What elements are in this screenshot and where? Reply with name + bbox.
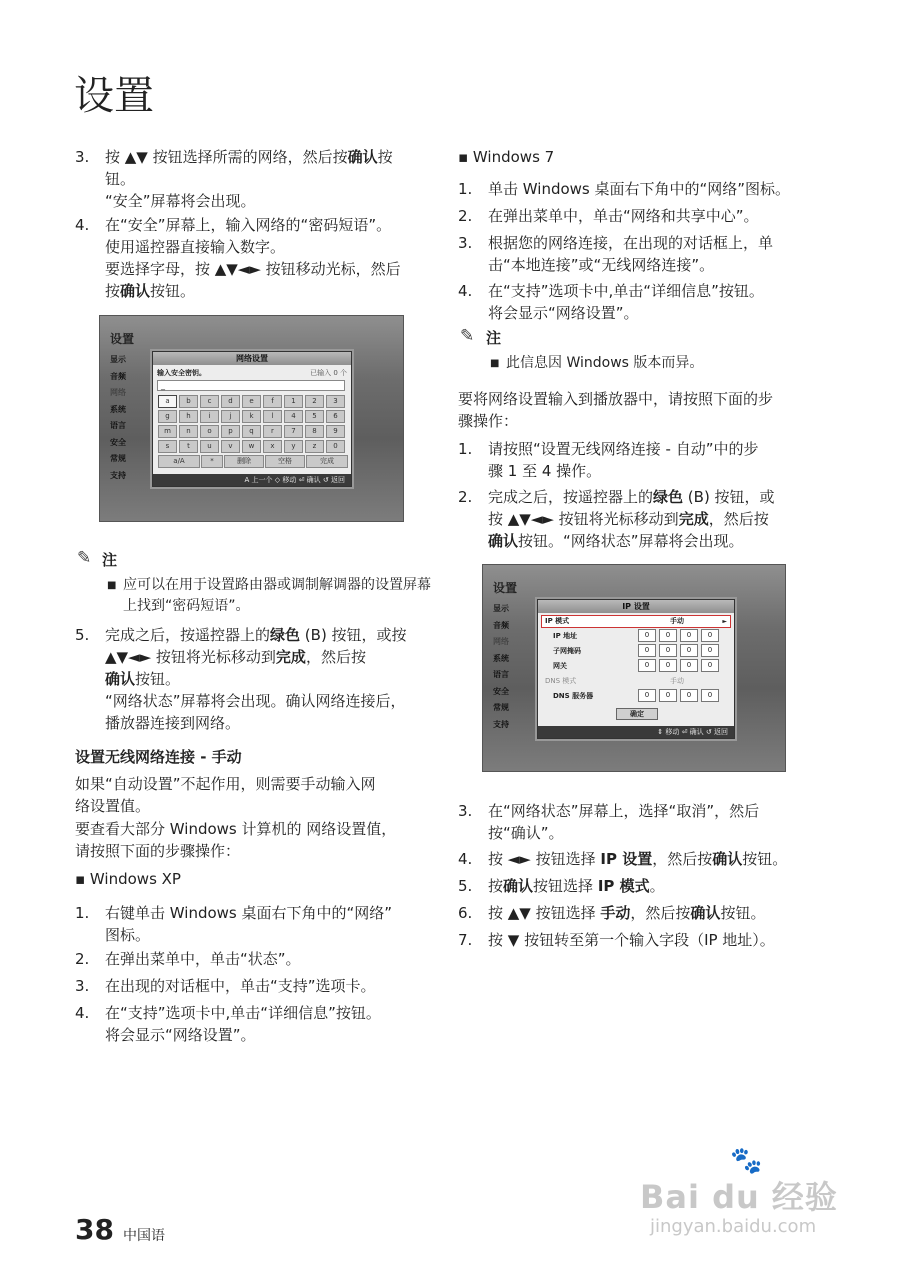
keyboard-key[interactable]: y bbox=[284, 440, 303, 453]
keyboard-key[interactable]: p bbox=[221, 425, 240, 438]
keyboard-key[interactable]: l bbox=[263, 410, 282, 423]
keyboard-key[interactable]: j bbox=[221, 410, 240, 423]
note1-text: 应可以在用于设置路由器或调制解调器的设置屏幕 上找到“密码短语”。 bbox=[123, 577, 431, 614]
keyboard-function-key[interactable]: * bbox=[201, 455, 223, 468]
keyboard-key[interactable]: k bbox=[242, 410, 261, 423]
dialog-title: IP 设置 bbox=[538, 600, 734, 613]
keyboard-key[interactable]: c bbox=[200, 395, 219, 408]
intro-paragraph: 要将网络设置输入到播放器中，请按照下面的步 骤操作： bbox=[458, 390, 774, 430]
keyboard-key[interactable]: 2 bbox=[305, 395, 324, 408]
step-number: 2. bbox=[458, 207, 473, 225]
win7-step: 在“支持”选项卡中,单击“详细信息”按钮。 将会显示“网络设置”。 bbox=[488, 282, 764, 322]
keyboard-key[interactable]: u bbox=[200, 440, 219, 453]
keyboard-key[interactable]: m bbox=[158, 425, 177, 438]
win7-step: 单击 Windows 桌面右下角中的“网络”图标。 bbox=[488, 180, 791, 198]
section-heading: 设置无线网络连接 - 手动 bbox=[75, 748, 242, 766]
step-number: 1. bbox=[458, 440, 473, 458]
windows-7-heading: ▪ Windows 7 bbox=[458, 148, 555, 166]
pencil-icon: ✎ bbox=[460, 326, 475, 346]
step-number: 3. bbox=[458, 802, 473, 820]
step-number: 4. bbox=[458, 850, 473, 868]
keyboard-key[interactable]: v bbox=[221, 440, 240, 453]
keyboard-key[interactable]: i bbox=[200, 410, 219, 423]
keyboard-function-key[interactable]: 完成 bbox=[306, 455, 348, 468]
step-number: 2. bbox=[458, 488, 473, 506]
manual-step: 在“网络状态”屏幕上，选择“取消”，然后 按“确认”。 bbox=[488, 802, 760, 842]
dns-mode-label: DNS 模式 bbox=[545, 677, 577, 685]
dialog-footer: ⇕ 移动 ⏎ 确认 ↺ 返回 bbox=[538, 726, 734, 738]
ip-octet-field[interactable]: 0 bbox=[680, 629, 698, 642]
key-input[interactable]: _ bbox=[157, 380, 345, 391]
step-number: 3. bbox=[75, 977, 90, 995]
subnet-mask-label: 子网掩码 bbox=[553, 647, 581, 655]
step-number: 3. bbox=[75, 148, 90, 166]
keyboard-key[interactable]: t bbox=[179, 440, 198, 453]
xp-step: 在“支持”选项卡中,单击“详细信息”按钮。 将会显示“网络设置”。 bbox=[105, 1004, 381, 1044]
ip-octet-field[interactable]: 0 bbox=[659, 689, 677, 702]
keyboard-key[interactable]: 0 bbox=[326, 440, 345, 453]
ip-octet-field[interactable]: 0 bbox=[659, 644, 677, 657]
keyboard-key[interactable]: f bbox=[263, 395, 282, 408]
language-label: 中国语 bbox=[123, 1228, 165, 1244]
screen-menu: 显示 音频 网络 系统 语言 安全 常规 支持 bbox=[493, 604, 509, 729]
step3-text: 按 ▲▼ 按钮选择所需的网络，然后按确认按 钮。 “安全”屏幕将会出现。 bbox=[105, 148, 393, 210]
keyboard-key[interactable]: 5 bbox=[305, 410, 324, 423]
manual-step: 按确认按钮选择 IP 模式。 bbox=[488, 877, 665, 895]
dialog-footer: A 上一个 ◇ 移动 ⏎ 确认 ↺ 返回 bbox=[153, 474, 351, 486]
ip-octet-field[interactable]: 0 bbox=[659, 629, 677, 642]
section-paragraph: 要查看大部分 Windows 计算机的 网络设置值， 请按照下面的步骤操作： bbox=[75, 820, 397, 860]
paw-icon: 🐾 bbox=[730, 1146, 763, 1176]
keyboard-key[interactable]: 4 bbox=[284, 410, 303, 423]
step-number: 2. bbox=[75, 950, 90, 968]
keyboard-key[interactable]: e bbox=[242, 395, 261, 408]
ip-octet-field[interactable]: 0 bbox=[638, 659, 656, 672]
ip-octet-field[interactable]: 0 bbox=[680, 689, 698, 702]
step-number: 4. bbox=[75, 216, 90, 234]
step-number: 5. bbox=[75, 626, 90, 644]
keyboard-key[interactable]: r bbox=[263, 425, 282, 438]
ok-button[interactable]: 确定 bbox=[616, 708, 658, 720]
ip-octet-field[interactable]: 0 bbox=[701, 629, 719, 642]
keyboard-key[interactable]: 6 bbox=[326, 410, 345, 423]
keyboard-function-key[interactable]: 空格 bbox=[265, 455, 305, 468]
keyboard-key[interactable]: z bbox=[305, 440, 324, 453]
char-count: 已输入 0 个 bbox=[310, 369, 347, 377]
ip-octet-field[interactable]: 0 bbox=[638, 629, 656, 642]
bullet-icon: ■ bbox=[107, 580, 117, 591]
dns-server-label: DNS 服务器 bbox=[553, 692, 594, 700]
xp-step: 右键单击 Windows 桌面右下角中的“网络” 图标。 bbox=[105, 904, 393, 944]
keyboard-key[interactable]: n bbox=[179, 425, 198, 438]
keyboard-key[interactable]: h bbox=[179, 410, 198, 423]
dns-mode-value: 手动 bbox=[670, 677, 684, 685]
step-number: 1. bbox=[458, 180, 473, 198]
keyboard-key[interactable]: s bbox=[158, 440, 177, 453]
keyboard-key[interactable]: w bbox=[242, 440, 261, 453]
page-number: 38 bbox=[75, 1213, 114, 1246]
step-number: 4. bbox=[75, 1004, 90, 1022]
screen-title: 设置 bbox=[493, 581, 518, 595]
keyboard-key[interactable]: 7 bbox=[284, 425, 303, 438]
keyboard-key[interactable]: b bbox=[179, 395, 198, 408]
manual-step: 请按照“设置无线网络连接 - 自动”中的步 骤 1 至 4 操作。 bbox=[488, 440, 759, 480]
ip-octet-field[interactable]: 0 bbox=[659, 659, 677, 672]
prompt: 输入安全密钥。 bbox=[157, 369, 206, 377]
win7-step: 在弹出菜单中，单击“网络和共享中心”。 bbox=[488, 207, 759, 225]
step-number: 6. bbox=[458, 904, 473, 922]
xp-step: 在弹出菜单中，单击“状态”。 bbox=[105, 950, 301, 968]
keyboard-function-key[interactable]: 删除 bbox=[224, 455, 264, 468]
windows-xp-heading: ▪ Windows XP bbox=[75, 870, 181, 888]
xp-step: 在出现的对话框中，单击“支持”选项卡。 bbox=[105, 977, 376, 995]
keyboard-key[interactable]: 1 bbox=[284, 395, 303, 408]
step-number: 5. bbox=[458, 877, 473, 895]
ip-octet-field[interactable]: 0 bbox=[680, 659, 698, 672]
ip-address-label: IP 地址 bbox=[553, 632, 578, 640]
settings-screen-ip bbox=[482, 564, 786, 772]
win7-step: 根据您的网络连接，在出现的对话框上，单 击“本地连接”或“无线网络连接”。 bbox=[488, 234, 774, 274]
gateway-label: 网关 bbox=[553, 662, 567, 670]
manual-step: 按 ▼ 按钮转至第一个输入字段（IP 地址）。 bbox=[488, 931, 775, 949]
chevron-right-icon: ► bbox=[722, 618, 727, 625]
pencil-icon: ✎ bbox=[77, 548, 92, 568]
screen-menu: 显示 音频 网络 系统 语言 安全 常规 支持 bbox=[110, 355, 126, 480]
note2-text: 此信息因 Windows 版本而异。 bbox=[506, 355, 704, 371]
manual-step: 按 ◄► 按钮选择 IP 设置，然后按确认按钮。 bbox=[488, 850, 788, 868]
settings-screen-keyboard bbox=[99, 315, 404, 522]
keyboard-key[interactable]: 9 bbox=[326, 425, 345, 438]
step-number: 4. bbox=[458, 282, 473, 300]
screen-title: 设置 bbox=[110, 332, 135, 346]
step-number: 3. bbox=[458, 234, 473, 252]
keyboard-key[interactable]: q bbox=[242, 425, 261, 438]
network-settings-dialog bbox=[152, 351, 352, 487]
manual-step: 完成之后，按遥控器上的绿色 (B) 按钮，或 按 ▲▼◄► 按钮将光标移动到完成，然后按 确认按钮。“网络状态”屏幕将会出现。 bbox=[488, 488, 775, 550]
section-paragraph: 如果“自动设置”不起作用，则需要手动输入网 络设置值。 bbox=[75, 775, 376, 815]
keyboard-key[interactable]: d bbox=[221, 395, 240, 408]
dialog-title: 网络设置 bbox=[153, 352, 351, 365]
keyboard-key[interactable]: g bbox=[158, 410, 177, 423]
keyboard-function-key[interactable]: a/A bbox=[158, 455, 200, 468]
manual-step: 按 ▲▼ 按钮选择 手动，然后按确认按钮。 bbox=[488, 904, 766, 922]
note-label: 注 bbox=[486, 329, 502, 347]
ip-octet-field[interactable]: 0 bbox=[680, 644, 698, 657]
step-number: 1. bbox=[75, 904, 90, 922]
keyboard-key[interactable]: x bbox=[263, 440, 282, 453]
step-number: 7. bbox=[458, 931, 473, 949]
ip-octet-field[interactable]: 0 bbox=[701, 689, 719, 702]
ip-mode-row[interactable]: IP 模式 手动 ► bbox=[541, 615, 731, 628]
keyboard-key[interactable]: o bbox=[200, 425, 219, 438]
step4-text: 在“安全”屏幕上，输入网络的“密码短语”。 使用遥控器直接输入数字。 要选择字母，按 ▲▼◄► 按钮移动光标，然后 按确认按钮。 bbox=[105, 216, 401, 300]
ip-octet-field[interactable]: 0 bbox=[638, 644, 656, 657]
ip-octet-field[interactable]: 0 bbox=[701, 644, 719, 657]
keyboard-key[interactable]: 3 bbox=[326, 395, 345, 408]
note-label: 注 bbox=[102, 551, 118, 569]
ip-settings-dialog bbox=[537, 599, 735, 739]
ip-octet-field[interactable]: 0 bbox=[638, 689, 656, 702]
bullet-icon: ■ bbox=[490, 358, 500, 369]
keyboard-key[interactable]: a bbox=[158, 395, 177, 408]
keyboard-key[interactable]: 8 bbox=[305, 425, 324, 438]
ip-octet-field[interactable]: 0 bbox=[701, 659, 719, 672]
step5-text: 完成之后，按遥控器上的绿色 (B) 按钮，或按 ▲▼◄► 按钮将光标移动到完成，然后按 确认按钮。 “网络状态”屏幕将会出现。确认网络连接后， 播放器连接到网络。 bbox=[105, 626, 407, 732]
page-title: 设置 bbox=[74, 73, 154, 119]
